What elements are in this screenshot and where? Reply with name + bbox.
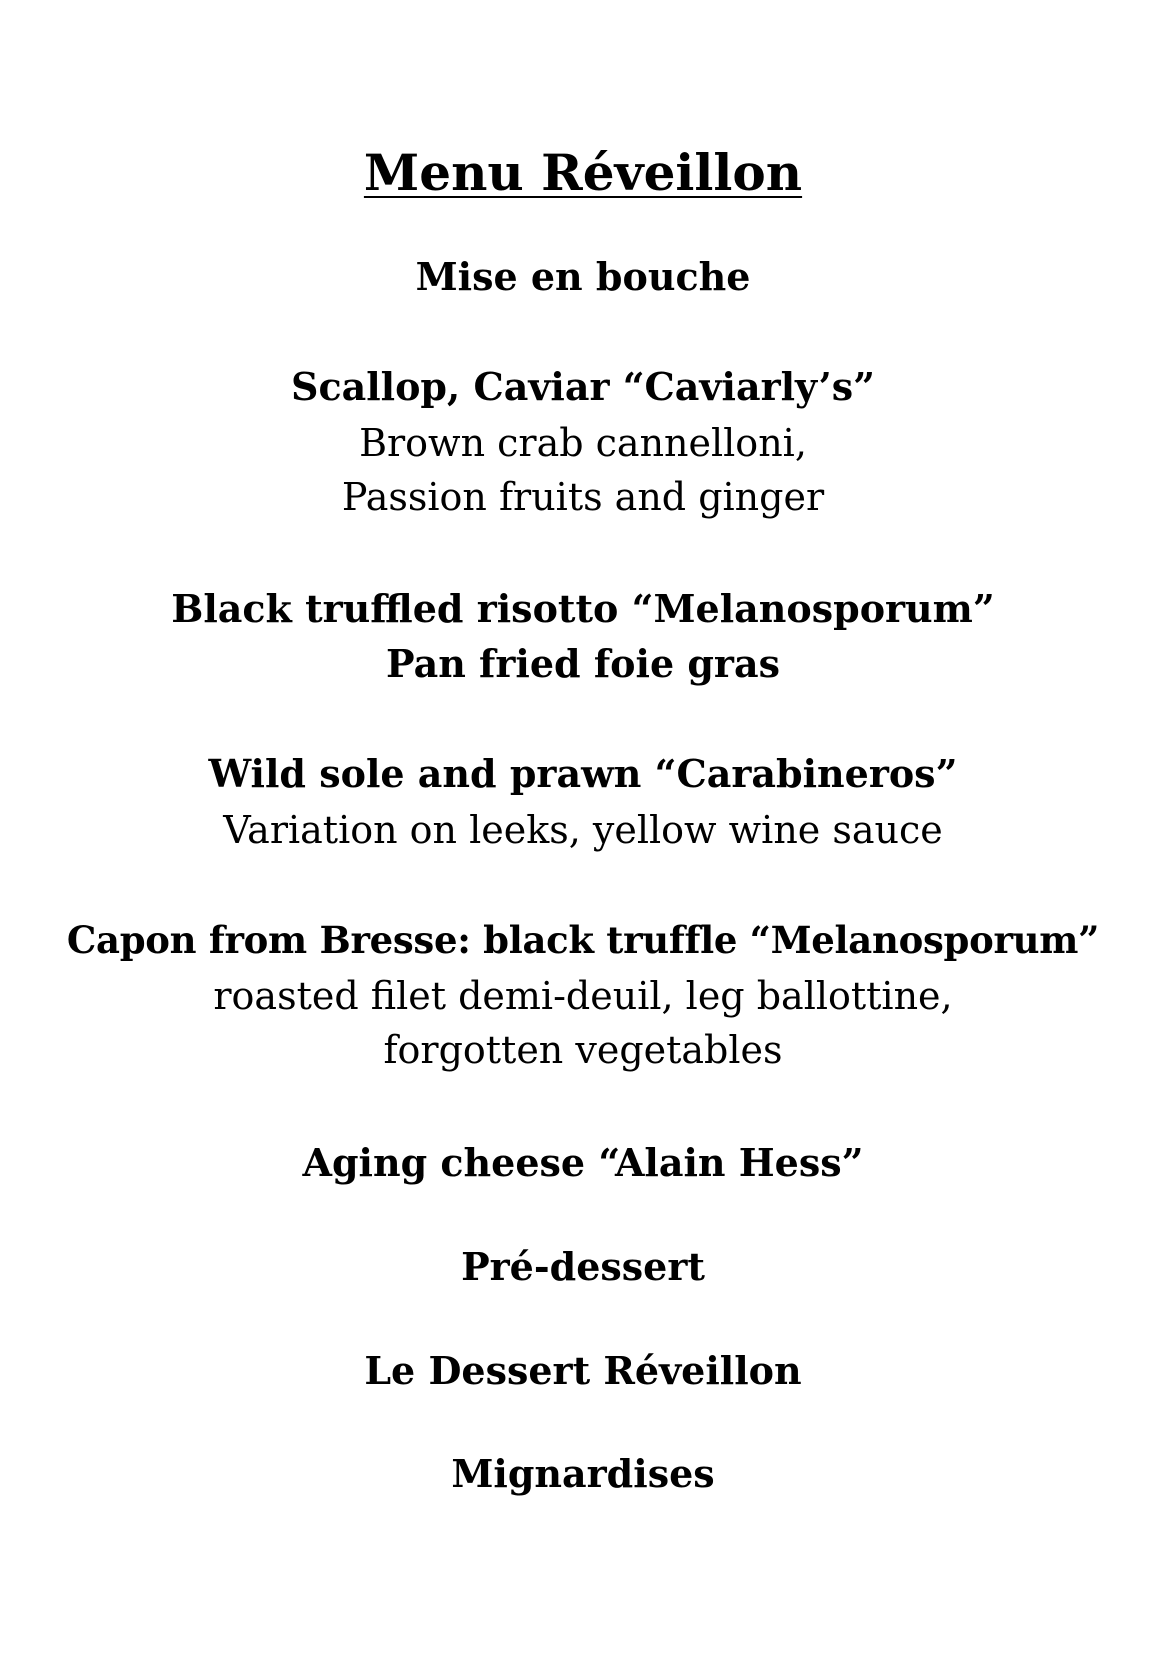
course-mise-en-bouche: Mise en bouche	[415, 254, 751, 299]
course-risotto-title: Black truffled risotto “Melanosporum”	[171, 586, 995, 631]
course-capon-title: Capon from Bresse: black truffle “Melanosporum”	[66, 918, 1100, 962]
course-risotto-title-line-2: Pan fried foie gras	[386, 641, 780, 686]
course-pre-dessert: Pré-dessert	[461, 1244, 705, 1289]
menu-title: Menu Réveillon	[363, 143, 803, 202]
course-dessert: Le Dessert Réveillon	[364, 1348, 802, 1393]
course-capon-desc-line-1: roasted filet demi-deuil, leg ballottine,	[213, 974, 953, 1018]
course-scallop-title: Scallop, Caviar “Caviarly’s”	[291, 364, 875, 409]
course-mignardises: Mignardises	[451, 1451, 715, 1496]
course-scallop-desc-line-1: Brown crab cannelloni,	[359, 421, 807, 465]
course-capon-desc-line-2: forgotten vegetables	[383, 1028, 783, 1072]
course-cheese: Aging cheese “Alain Hess”	[302, 1140, 864, 1185]
course-scallop-desc-line-2: Passion fruits and ginger	[341, 475, 825, 519]
course-sole-desc: Variation on leeks, yellow wine sauce	[223, 808, 943, 852]
course-sole-title: Wild sole and prawn “Carabineros”	[208, 751, 958, 796]
